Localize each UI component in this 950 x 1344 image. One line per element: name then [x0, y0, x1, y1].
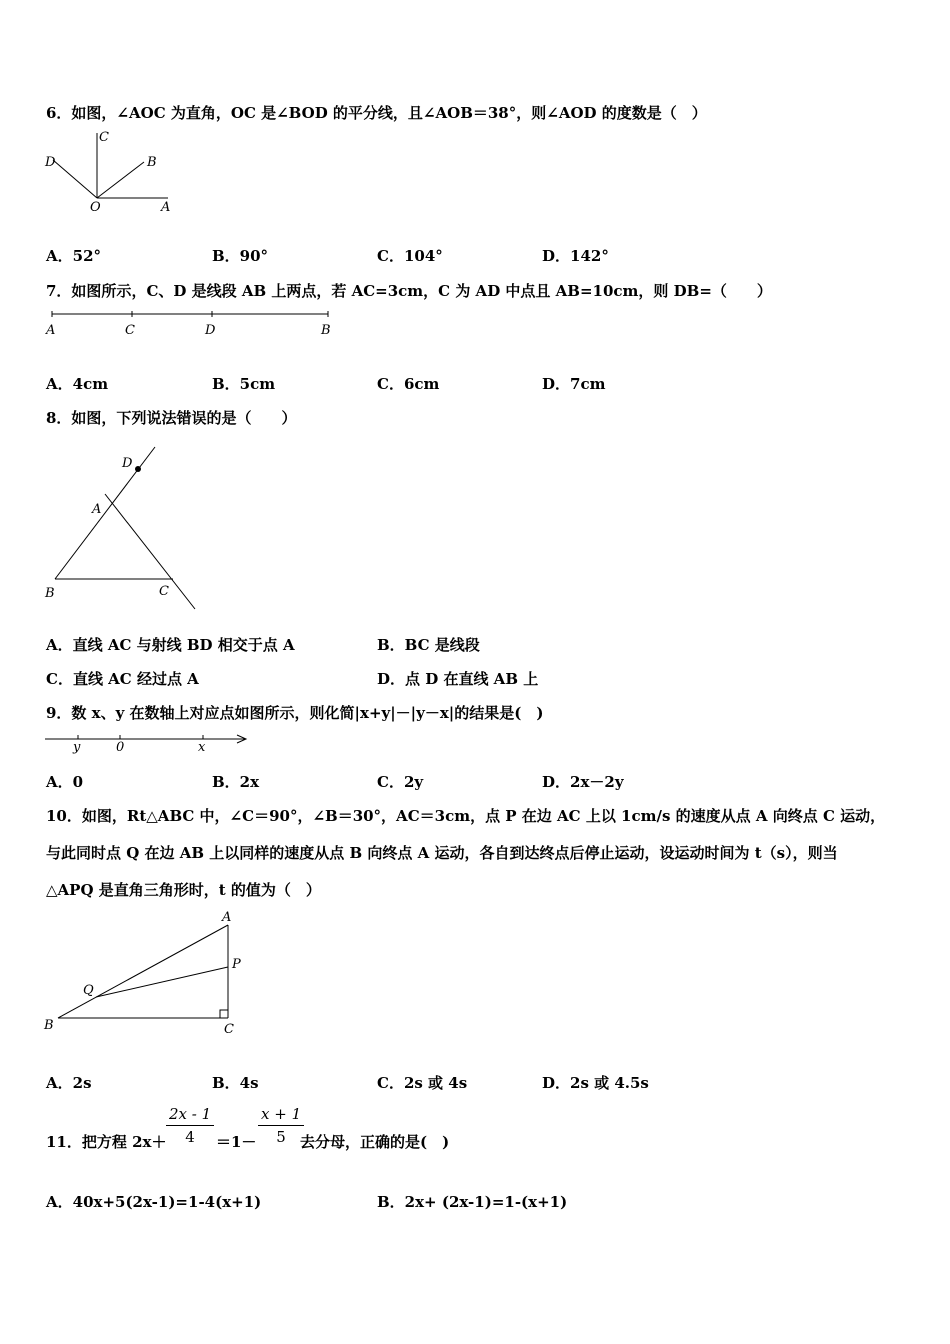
q10-label-c: C [224, 1022, 234, 1037]
q11-fraction-2 [258, 1105, 304, 1146]
q7-option-c[interactable]: C．6cm [377, 375, 440, 393]
q9-text: 9．数 x、y 在数轴上对应点如图所示，则化简|x+y|－|y－x|的结果是( ) [46, 704, 544, 722]
q8-label-c: C [159, 584, 169, 599]
q7-option-b[interactable]: B．5cm [212, 375, 276, 393]
q11-fraction-2-numerator: x + 1 [258, 1105, 304, 1126]
q6-text: 6．如图，∠AOC 为直角，OC 是∠BOD 的平分线，且∠AOB＝38°，则∠AOD 的度数是（ ） [46, 104, 707, 122]
q11-fraction-2-denominator: 5 [276, 1128, 286, 1146]
q6-option-b[interactable]: B．90° [212, 247, 269, 265]
q10-label-q: Q [83, 983, 94, 998]
q11-fraction-1-numerator: 2x - 1 [166, 1105, 214, 1126]
q8-point-d [135, 466, 141, 472]
q9-number-line [40, 728, 255, 754]
q6-label-c: C [99, 130, 109, 145]
q10-text-line3: △APQ 是直角三角形时，t 的值为（ ） [46, 881, 321, 899]
q9-option-d[interactable]: D．2x－2y [542, 773, 624, 791]
q8-figure [40, 442, 210, 612]
q7-option-d[interactable]: D．7cm [542, 375, 606, 393]
q10-option-d[interactable]: D．2s 或 4.5s [542, 1074, 649, 1092]
q6-figure [40, 128, 180, 216]
q7-label-d: D [205, 323, 216, 338]
q10-option-c[interactable]: C．2s 或 4s [377, 1074, 468, 1092]
q11-option-a[interactable]: A．40x+5(2x-1)=1-4(x+1) [46, 1193, 262, 1211]
q9-label-x: x [198, 740, 206, 755]
q7-text: 7．如图所示，C、D 是线段 AB 上两点，若 AC=3cm，C 为 AD 中点且 AB=10cm，则 DB=（ ） [46, 282, 772, 300]
q8-option-c[interactable]: C．直线 AC 经过点 A [46, 670, 199, 688]
q10-option-a[interactable]: A．2s [46, 1074, 92, 1092]
q10-text-line1: 10．如图，Rt△ABC 中，∠C＝90°，∠B＝30°，AC＝3cm，点 P 在边 AC 上以 1cm/s 的速度从点 A 向终点 C 运动， [46, 807, 886, 825]
q9-option-b[interactable]: B．2x [212, 773, 260, 791]
q7-label-a: A [46, 323, 56, 338]
q10-text-line2: 与此同时点 Q 在边 AB 上以同样的速度从点 B 向终点 A 运动，各自到达终点后停止运动，设运动时间为 t（s），则当 [46, 844, 838, 862]
q6-option-d[interactable]: D．142° [542, 247, 609, 265]
q6-label-a: A [161, 200, 171, 215]
q6-label-d: D [45, 155, 56, 170]
q7-figure [40, 306, 340, 340]
q9-label-y: y [73, 740, 81, 755]
q6-ray-ob [97, 162, 144, 198]
q6-option-a[interactable]: A．52° [46, 247, 102, 265]
q11-text-suffix: 去分母，正确的是( ) [300, 1133, 450, 1151]
q10-option-b[interactable]: B．4s [212, 1074, 259, 1092]
q6-label-o: O [90, 200, 101, 215]
q8-label-b: B [45, 586, 55, 601]
q10-figure [40, 905, 250, 1040]
q8-line-ac [105, 494, 195, 609]
q7-option-a[interactable]: A．4cm [46, 375, 109, 393]
q10-side-ab [58, 925, 228, 1018]
q7-label-b: B [321, 323, 331, 338]
q9-label-zero: 0 [116, 740, 125, 755]
q9-option-a[interactable]: A．0 [46, 773, 84, 791]
q6-option-c[interactable]: C．104° [377, 247, 443, 265]
q6-ray-od [53, 160, 97, 198]
q7-label-c: C [125, 323, 135, 338]
q11-text-middle: ＝1－ [216, 1133, 257, 1151]
q11-fraction-1 [166, 1105, 214, 1146]
q11-option-b[interactable]: B．2x+ (2x-1)=1-(x+1) [377, 1193, 568, 1211]
q8-option-b[interactable]: B．BC 是线段 [377, 636, 480, 654]
q11-fraction-1-denominator: 4 [185, 1128, 195, 1146]
q11-text-prefix: 11．把方程 2x＋ [46, 1133, 167, 1151]
q10-label-p: P [232, 957, 241, 972]
q8-option-d[interactable]: D．点 D 在直线 AB 上 [377, 670, 539, 688]
q6-label-b: B [147, 155, 157, 170]
q8-option-a[interactable]: A．直线 AC 与射线 BD 相交于点 A [46, 636, 295, 654]
q9-option-c[interactable]: C．2y [377, 773, 424, 791]
q8-label-d: D [122, 456, 133, 471]
q8-label-a: A [92, 502, 102, 517]
q8-text: 8．如图，下列说法错误的是（ ） [46, 409, 297, 427]
q10-segment-pq [96, 967, 228, 997]
q10-right-angle-mark [220, 1010, 228, 1018]
q10-label-b: B [44, 1018, 54, 1033]
q10-label-a: A [222, 910, 232, 925]
